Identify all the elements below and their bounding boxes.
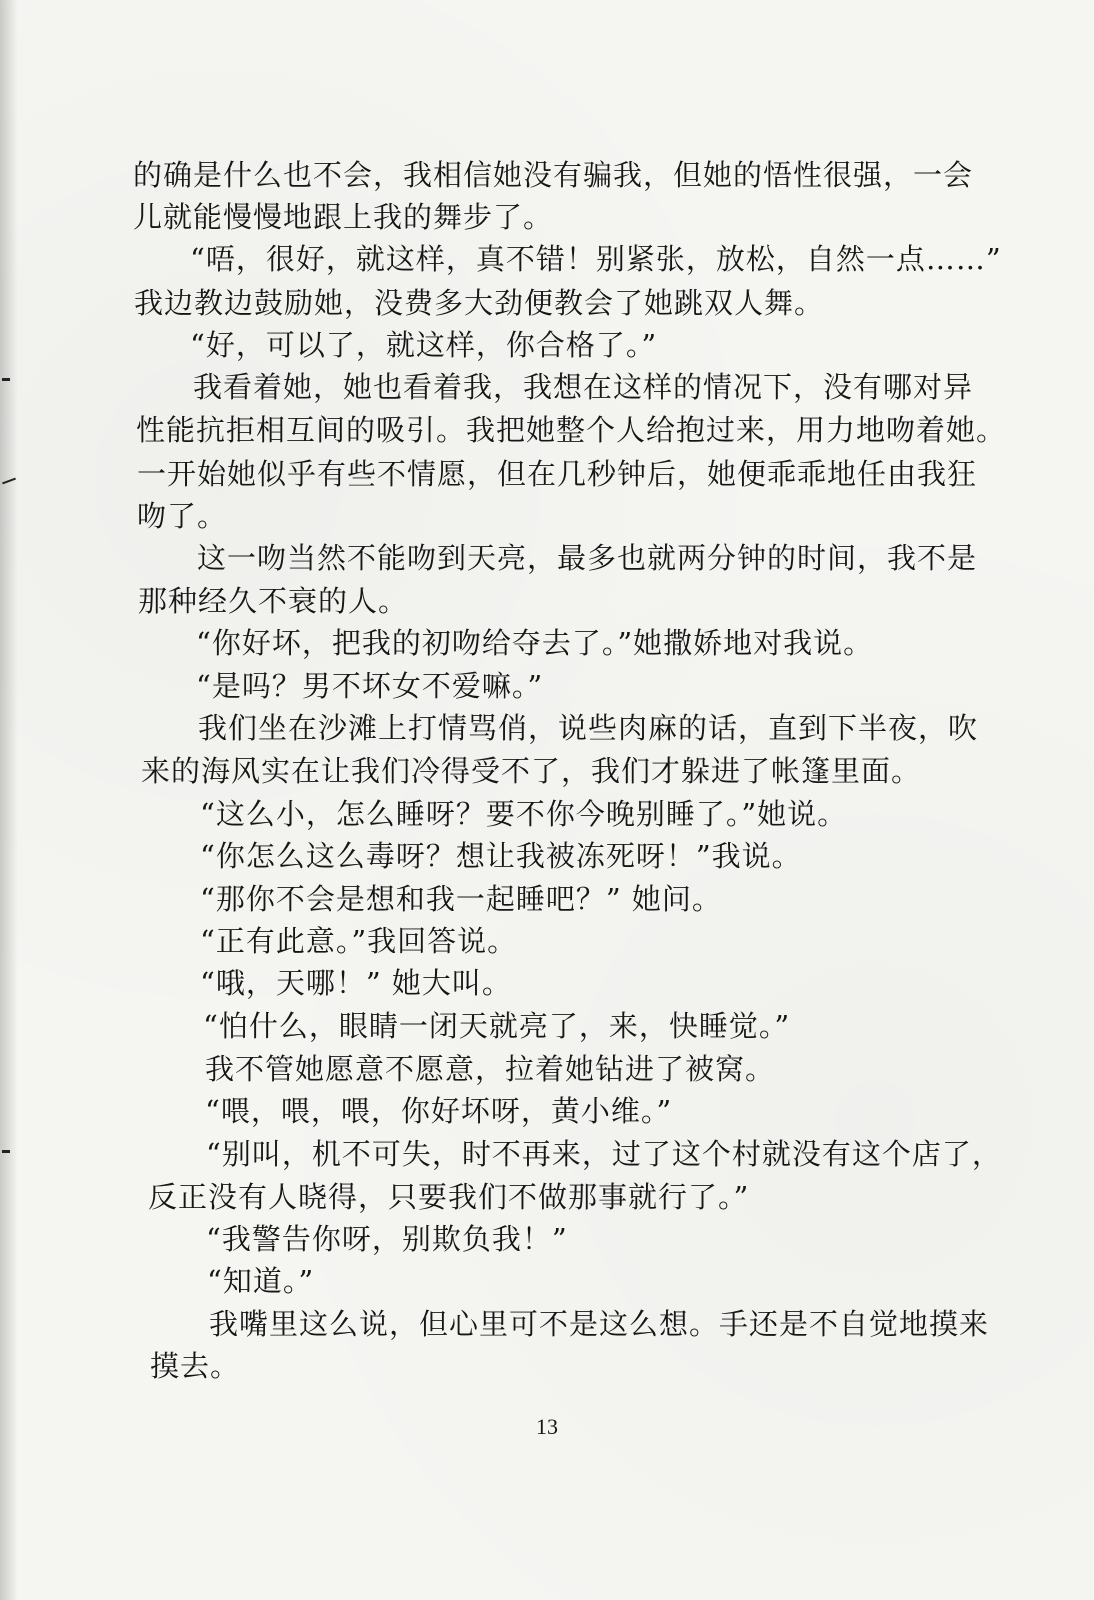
text-line: “我警告你呀，别欺负我！”	[206, 1222, 568, 1256]
text-line: “这么小，怎么睡呀？要不你今晚别睡了。”她说。	[200, 797, 848, 831]
text-line: “哦，天哪！” 她大叫。	[200, 966, 512, 1000]
text-line: “你好坏，把我的初吻给夺去了。”她撒娇地对我说。	[196, 626, 874, 660]
text-line: “怕什么，眼睛一闭天就亮了，来，快睡觉。”	[203, 1009, 791, 1043]
text-line: “喂，喂，喂，你好坏呀，黄小维。”	[205, 1094, 673, 1128]
text-line: “知道。”	[207, 1264, 315, 1298]
page-number: 13	[536, 1414, 558, 1439]
text-line: “是吗？男不坏女不爱嘛。”	[196, 669, 544, 703]
text-line: 摸去。	[150, 1349, 241, 1383]
text-line: 我们坐在沙滩上打情骂俏，说些肉麻的话，直到下半夜，吹	[198, 711, 979, 745]
text-line: “正有此意。”我回答说。	[200, 924, 518, 958]
text-line: 性能抗拒相互间的吸引。我把她整个人给抱过来，用力地吻着她。	[136, 413, 1007, 447]
text-line: 来的海风实在让我们冷得受不了，我们才躲进了帐篷里面。	[141, 754, 922, 788]
text-line: “别叫，机不可失，时不再来，过了这个村就没有这个店了，	[206, 1137, 1002, 1171]
text-line: 的确是什么也不会，我相信她没有骗我，但她的悟性很强，一会	[133, 158, 974, 192]
text-line: 我看着她，她也看着我，我想在这样的情况下，没有哪对异	[193, 370, 974, 404]
text-line: “那你不会是想和我一起睡吧？” 她问。	[200, 882, 722, 916]
text-line: “你怎么这么毒呀？想让我被冻死呀！”我说。	[200, 839, 802, 873]
text-line: 我边教边鼓励她，没费多大劲便教会了她跳双人舞。	[134, 286, 825, 320]
text-line: 反正没有人晓得，只要我们不做那事就行了。”	[148, 1180, 750, 1214]
text-line: 这一吻当然不能吻到天亮，最多也就两分钟的时间，我不是	[197, 541, 978, 575]
text-line: 吻了。	[137, 499, 228, 533]
text-line: 我嘴里这么说，但心里可不是这么想。手还是不自觉地摸来	[209, 1307, 990, 1341]
text-line: 一开始她似乎有些不情愿，但在几秒钟后，她便乖乖地任由我狂	[137, 457, 978, 491]
text-line: 儿就能慢慢地跟上我的舞步了。	[133, 200, 554, 234]
text-line: 那种经久不衰的人。	[138, 584, 409, 618]
text-line: “唔，很好，就这样，真不错！别紧张，放松，自然一点……”	[190, 242, 1002, 276]
text-line: 我不管她愿意不愿意，拉着她钻进了被窝。	[205, 1052, 776, 1086]
text-line: “好，可以了，就这样，你合格了。”	[190, 328, 658, 362]
